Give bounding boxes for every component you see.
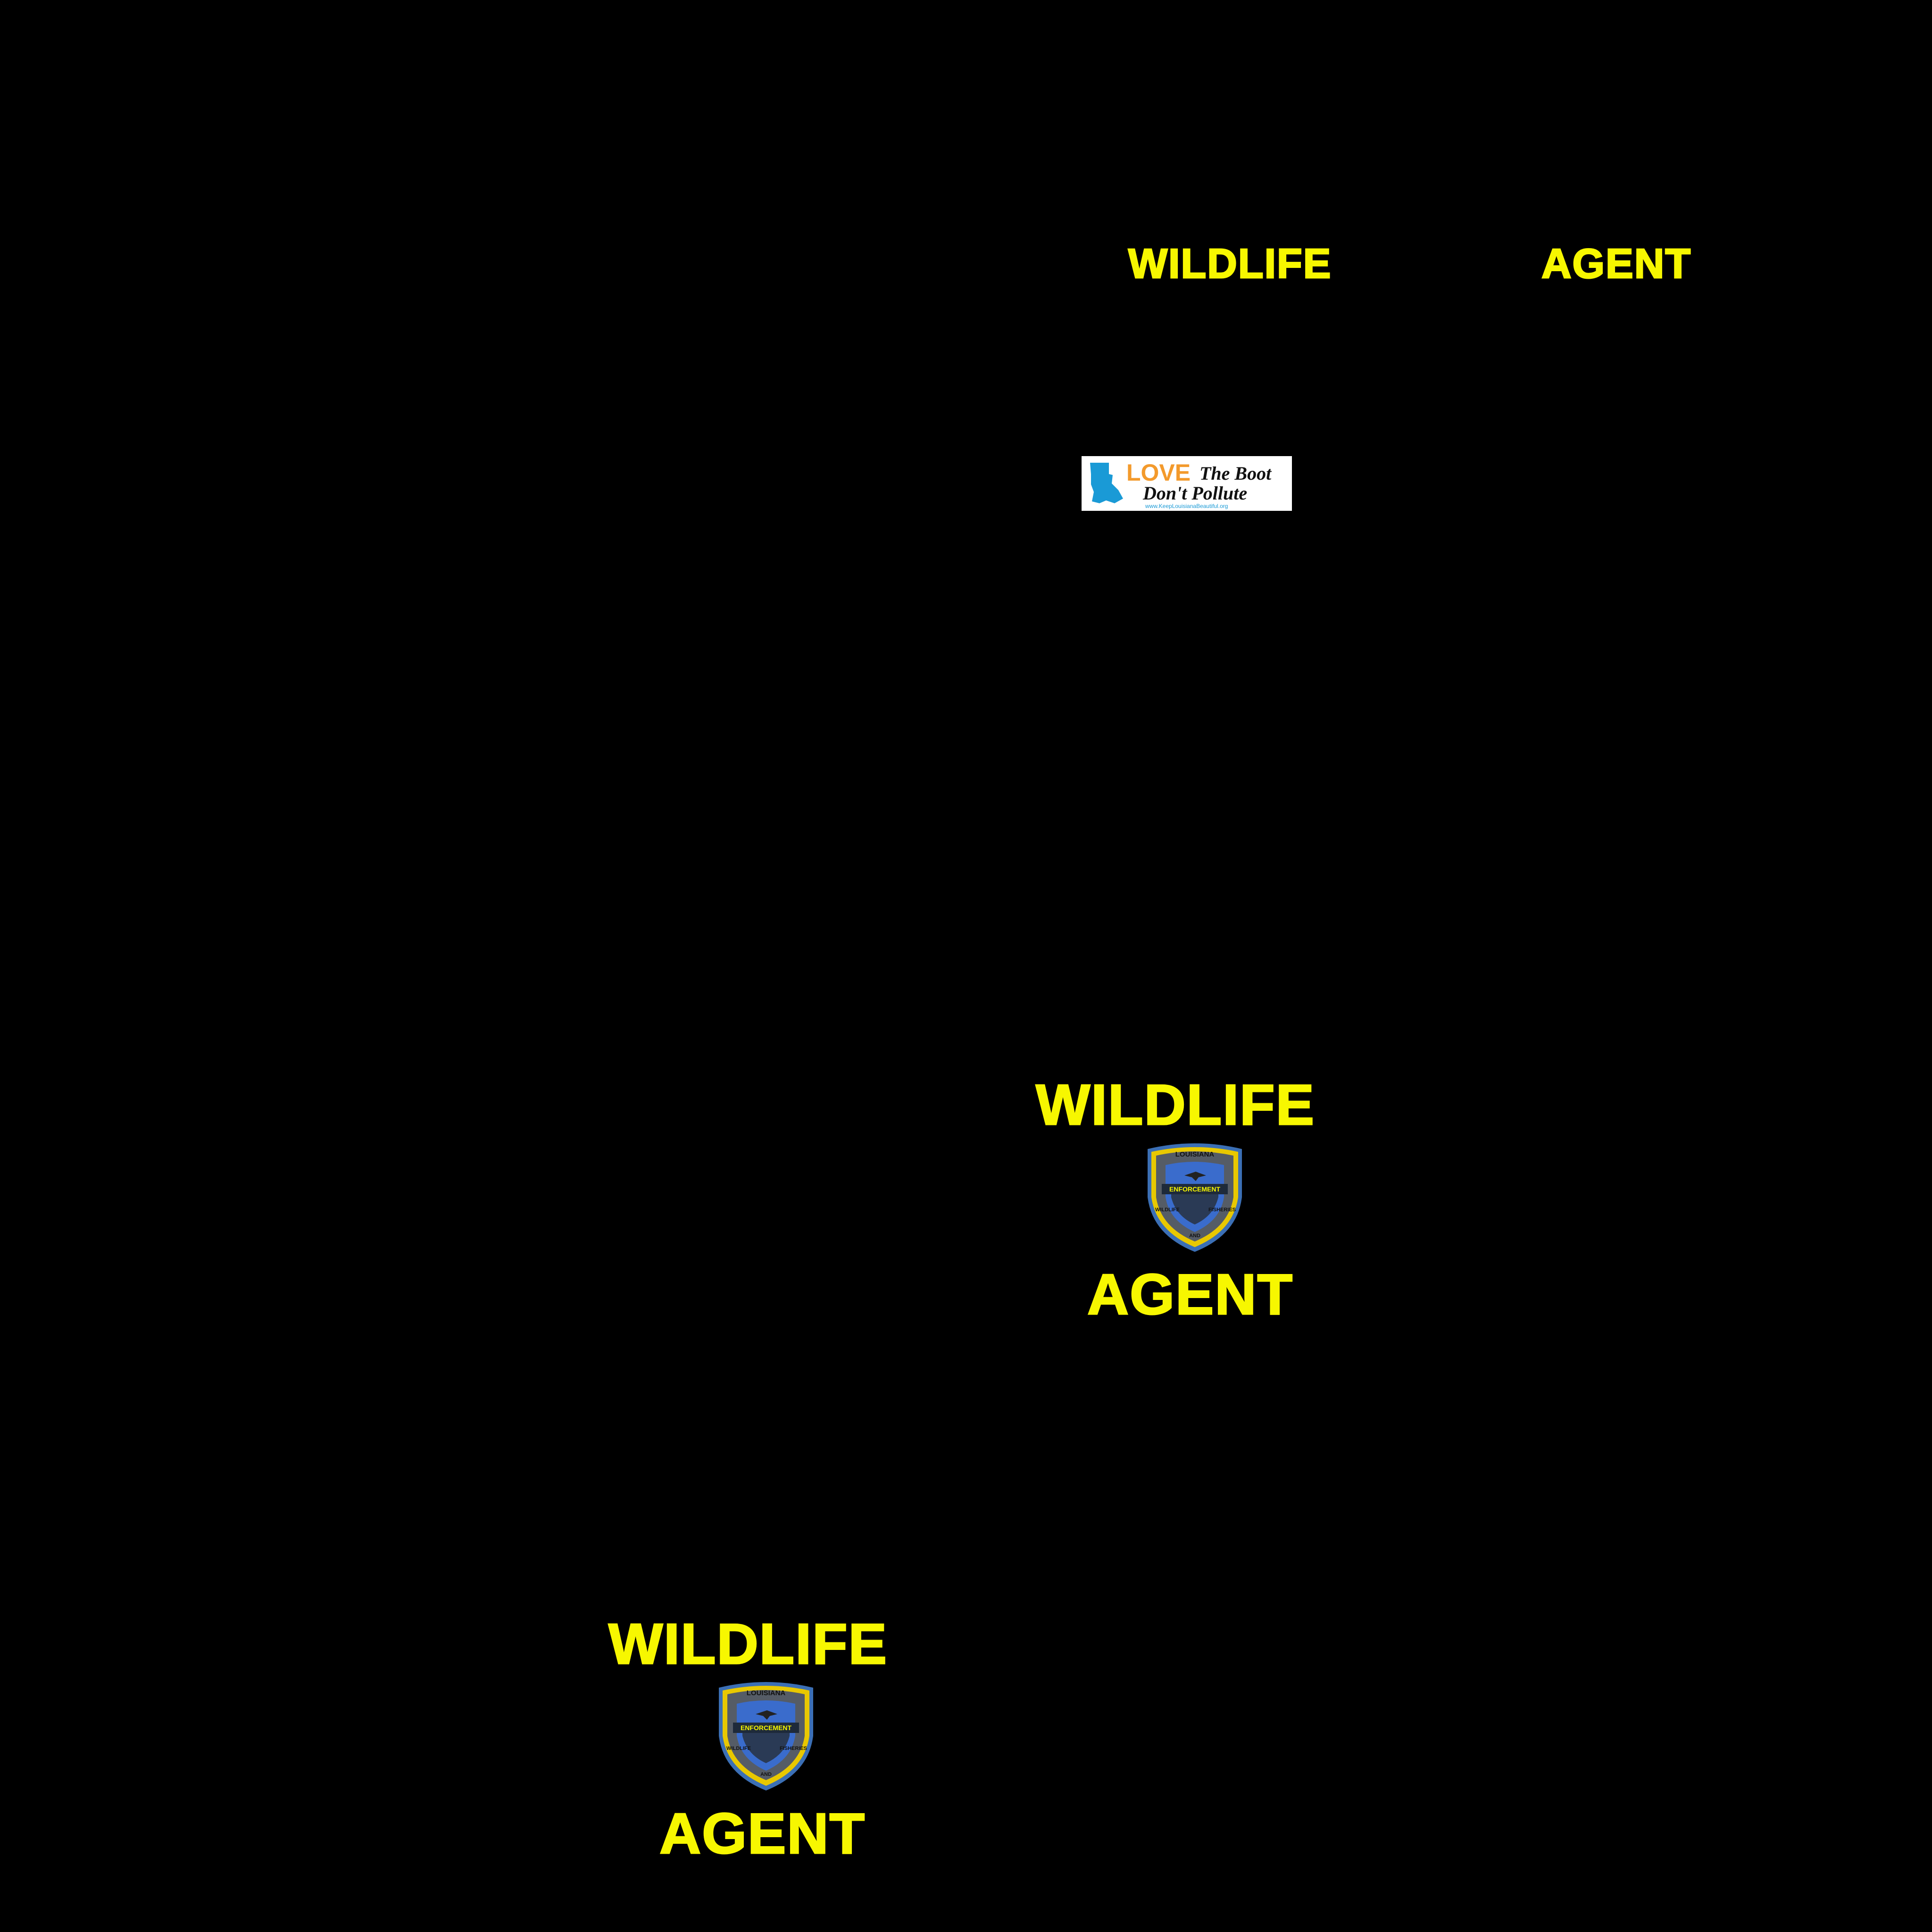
- svg-text:LOUISIANA: LOUISIANA: [1175, 1150, 1215, 1158]
- patch1-agent-label: AGENT: [1087, 1262, 1293, 1326]
- louisiana-wildlife-badge-icon: [1143, 1141, 1247, 1254]
- svg-text:FISHERIES: FISHERIES: [1208, 1207, 1236, 1213]
- svg-text:LOUISIANA: LOUISIANA: [746, 1689, 786, 1697]
- svg-text:ENFORCEMENT: ENFORCEMENT: [740, 1724, 792, 1732]
- patch1-wildlife-label: WILDLIFE: [1036, 1073, 1315, 1137]
- svg-text:ENFORCEMENT: ENFORCEMENT: [1169, 1185, 1221, 1193]
- patch2-agent-label: AGENT: [659, 1801, 866, 1865]
- svg-text:WILDLIFE: WILDLIFE: [726, 1746, 751, 1751]
- svg-text:WILDLIFE: WILDLIFE: [1155, 1207, 1180, 1213]
- top-agent-label: AGENT: [1541, 240, 1691, 287]
- top-wildlife-label: WILDLIFE: [1128, 240, 1332, 287]
- svg-text:FISHERIES: FISHERIES: [779, 1746, 808, 1751]
- sticker-line1-text: The Boot: [1199, 463, 1272, 484]
- patch2-wildlife-label: WILDLIFE: [608, 1612, 888, 1676]
- sticker-love-text: LOVE: [1126, 459, 1191, 486]
- patch1-badge: [1143, 1141, 1247, 1254]
- sticker-url-text: www.KeepLouisianaBeautiful.org: [1145, 503, 1228, 509]
- sticker-line2-text: Don't Pollute: [1143, 483, 1248, 504]
- svg-text:AND: AND: [760, 1772, 772, 1777]
- svg-text:AND: AND: [1189, 1233, 1200, 1239]
- sticker-graphic: [1082, 456, 1292, 511]
- louisiana-wildlife-badge-icon: [714, 1679, 818, 1792]
- love-the-boot-sticker: [1082, 456, 1292, 511]
- patch2-badge: [714, 1679, 818, 1792]
